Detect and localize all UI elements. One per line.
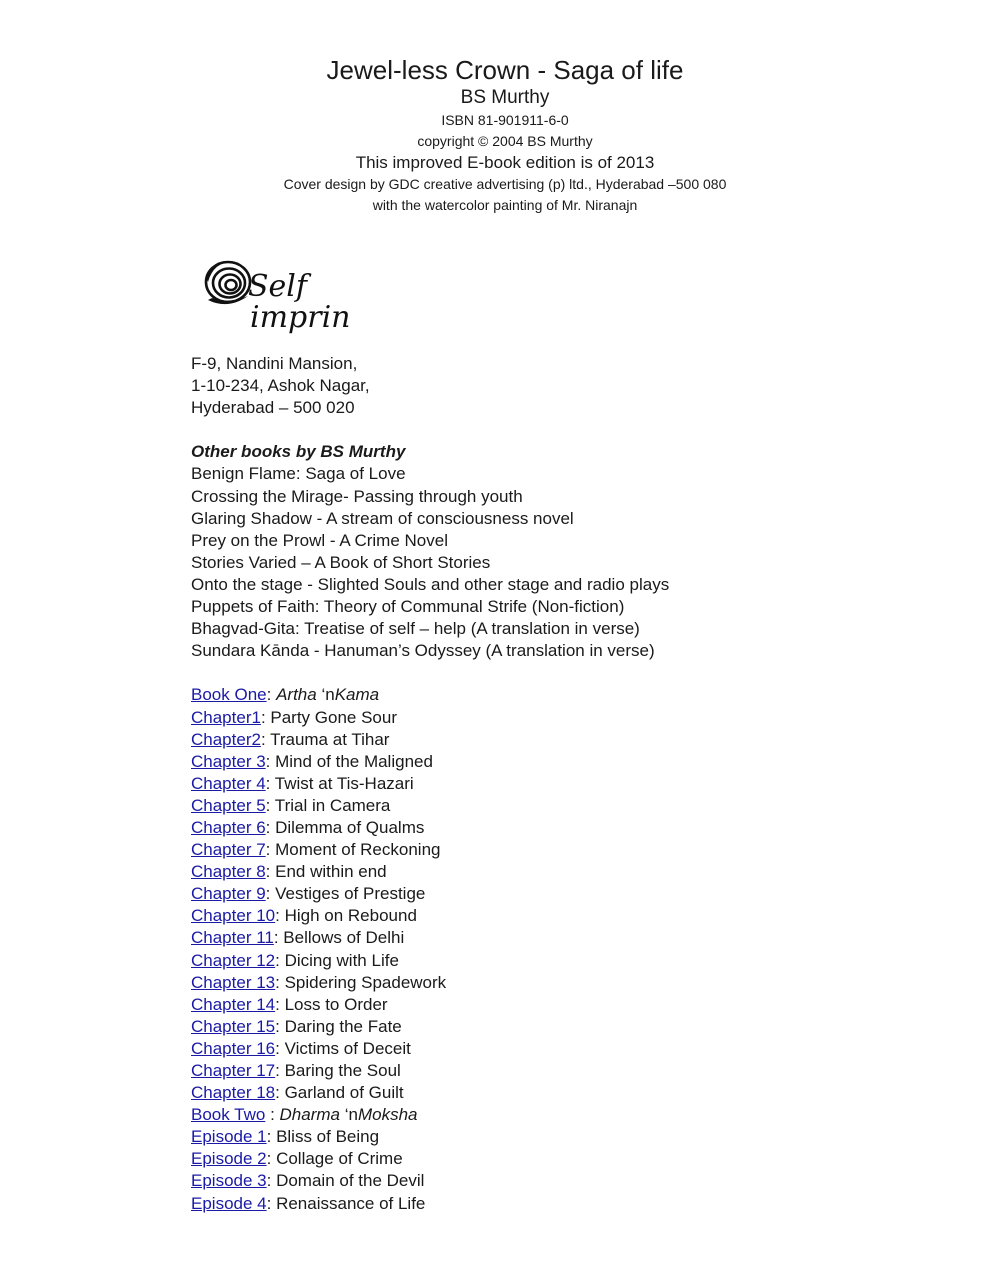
document-body xyxy=(191,353,951,1215)
toc-episode: Episode 4: Renaissance of Life xyxy=(191,1193,426,1213)
chapter-link[interactable]: Chapter 7 xyxy=(191,840,266,860)
other-book-item: Stories Varied – A Book of Short Stories xyxy=(191,552,491,572)
episode-link[interactable]: Episode 1 xyxy=(191,1127,267,1147)
toc-book-two: Book Two : Dharma ‘nMoksha xyxy=(191,1105,418,1125)
chapter-link[interactable]: Chapter 14 xyxy=(191,994,276,1014)
toc-chapter: Chapter 5: Trial in Camera xyxy=(191,795,391,815)
toc-episode: Episode 1: Bliss of Being xyxy=(191,1127,380,1147)
isbn: ISBN 81-901911-6-0 xyxy=(441,112,569,128)
other-book-item: Prey on the Prowl - A Crime Novel xyxy=(191,530,448,550)
toc-chapter: Chapter 16: Victims of Deceit xyxy=(191,1038,411,1058)
other-book-item: Onto the stage - Slighted Souls and other stage and radio plays xyxy=(191,574,670,594)
episode-link[interactable]: Episode 3 xyxy=(191,1171,267,1191)
other-book-item: Bhagvad-Gita: Treatise of self – help (A translation in verse) xyxy=(191,619,640,639)
author-name: BS Murthy xyxy=(460,87,550,108)
svg-text:imprint: imprint xyxy=(250,300,352,335)
chapter-link[interactable]: Chapter 18 xyxy=(191,1083,276,1103)
toc-chapter: Chapter 11: Bellows of Delhi xyxy=(191,928,405,948)
chapter-link[interactable]: Chapter1 xyxy=(191,707,261,727)
other-books-heading: Other books by BS Murthy xyxy=(191,442,406,462)
toc-chapter: Chapter 3: Mind of the Maligned xyxy=(191,751,433,771)
other-book-item: Benign Flame: Saga of Love xyxy=(191,464,406,484)
address-line: Hyderabad – 500 020 xyxy=(191,398,355,418)
chapter-link[interactable]: Chapter 16 xyxy=(191,1038,276,1058)
episode-link[interactable]: Episode 2 xyxy=(191,1149,267,1169)
toc-chapter: Chapter2: Trauma at Tihar xyxy=(191,729,390,749)
toc-chapter: Chapter 4: Twist at Tis-Hazari xyxy=(191,773,414,793)
copyright: copyright © 2004 BS Murthy xyxy=(417,133,593,149)
cover-painting-credit: with the watercolor painting of Mr. Niranajn xyxy=(372,197,638,213)
toc-chapter: Chapter 7: Moment of Reckoning xyxy=(191,840,441,860)
chapter-link[interactable]: Chapter 17 xyxy=(191,1061,276,1080)
other-book-item: Sundara Kānda - Hanuman’s Odyssey (A translation in verse) xyxy=(191,641,655,661)
chapter-link[interactable]: Chapter 9 xyxy=(191,884,266,904)
episode-link[interactable]: Episode 4 xyxy=(191,1193,267,1213)
toc-chapter: Chapter 10: High on Rebound xyxy=(191,906,417,926)
toc-episode: Episode 3: Domain of the Devil xyxy=(191,1171,425,1191)
book-title: Jewel-less Crown - Saga of life xyxy=(326,55,684,85)
toc-chapter: Chapter1: Party Gone Sour xyxy=(191,707,398,727)
chapter-link[interactable]: Chapter 4 xyxy=(191,773,266,793)
toc-book-one: Book One: Artha ‘nKama xyxy=(191,685,380,705)
toc-chapter: Chapter 12: Dicing with Life xyxy=(191,950,399,970)
chapter-link[interactable]: Chapter 6 xyxy=(191,817,266,837)
title-block xyxy=(0,54,990,216)
other-book-item: Crossing the Mirage- Passing through youth xyxy=(191,486,523,506)
address-line: F-9, Nandini Mansion, xyxy=(191,354,358,373)
book-two-link[interactable]: Book Two xyxy=(191,1105,266,1125)
toc-chapter: Chapter 15: Daring the Fate xyxy=(191,1016,402,1036)
toc-episode: Episode 2: Collage of Crime xyxy=(191,1149,403,1169)
chapter-link[interactable]: Chapter 10 xyxy=(191,906,276,926)
self-imprint-logo xyxy=(202,254,352,340)
toc-chapter: Chapter 17: Baring the Soul xyxy=(191,1061,401,1080)
chapter-link[interactable]: Chapter 11 xyxy=(191,928,274,948)
book-one-link[interactable]: Book One xyxy=(191,685,267,705)
cover-credit: Cover design by GDC creative advertising (p) ltd., Hyderabad –500 080 xyxy=(283,176,727,192)
chapter-link[interactable]: Chapter 12 xyxy=(191,950,276,970)
address-line: 1-10-234, Ashok Nagar, xyxy=(191,376,370,396)
svg-text:Self: Self xyxy=(248,269,308,304)
toc-chapter: Chapter 14: Loss to Order xyxy=(191,994,388,1014)
other-book-item: Puppets of Faith: Theory of Communal Strife (Non-fiction) xyxy=(191,597,625,617)
chapter-link[interactable]: Chapter2 xyxy=(191,729,261,749)
toc-chapter: Chapter 6: Dilemma of Qualms xyxy=(191,817,425,837)
toc-chapter: Chapter 8: End within end xyxy=(191,862,387,882)
edition-note: This improved E-book edition is of 2013 xyxy=(355,153,655,172)
chapter-link[interactable]: Chapter 13 xyxy=(191,972,276,992)
toc-chapter: Chapter 18: Garland of Guilt xyxy=(191,1083,404,1103)
toc-chapter: Chapter 13: Spidering Spadework xyxy=(191,972,447,992)
chapter-link[interactable]: Chapter 3 xyxy=(191,751,266,771)
chapter-link[interactable]: Chapter 8 xyxy=(191,862,266,882)
toc-chapter: Chapter 9: Vestiges of Prestige xyxy=(191,884,426,904)
spiral-logo-icon xyxy=(202,254,352,340)
chapter-link[interactable]: Chapter 5 xyxy=(191,795,266,815)
other-book-item: Glaring Shadow - A stream of consciousness novel xyxy=(191,508,574,528)
chapter-link[interactable]: Chapter 15 xyxy=(191,1016,276,1036)
